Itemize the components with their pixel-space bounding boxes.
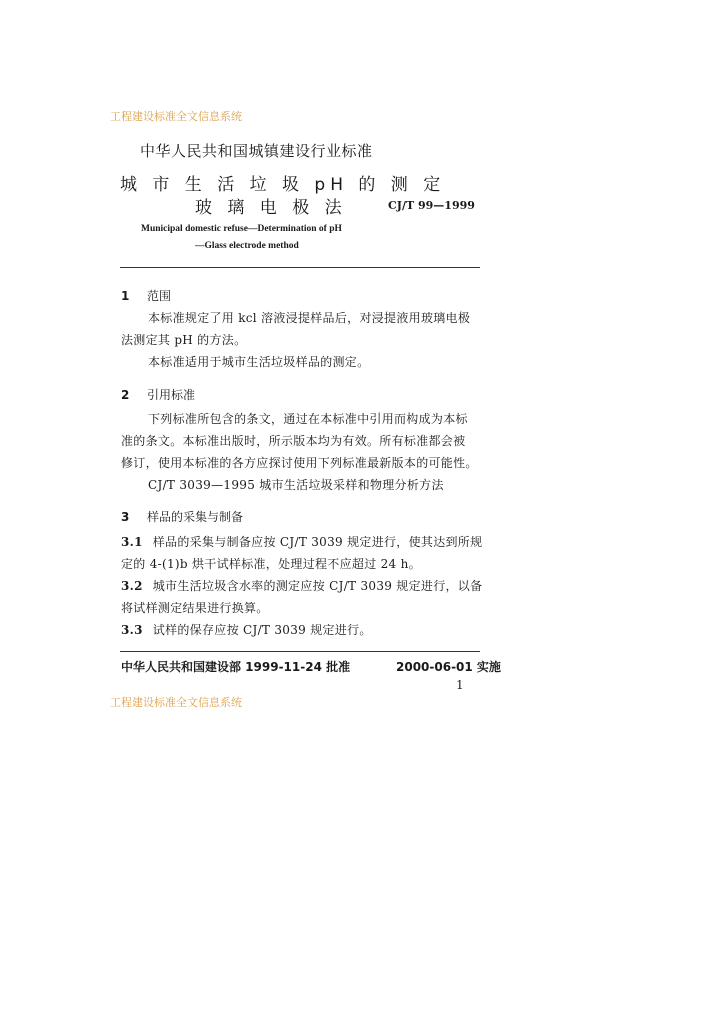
- section-title: 范围: [147, 289, 172, 303]
- approval-date: 中华人民共和国建设部 1999-11-24 批准: [121, 660, 351, 674]
- section-number: 1: [121, 289, 130, 303]
- clause-text: 城市生活垃圾含水率的测定应按 CJ/T 3039 规定进行，以备: [152, 579, 483, 593]
- english-title-line1: Municipal domestic refuse—Determination of pH: [141, 224, 342, 234]
- clause-number: 3.3: [121, 623, 143, 637]
- clause-text: 样品的采集与制备应按 CJ/T 3039 规定进行，使其达到所规: [152, 535, 483, 549]
- clause-number: 3.1: [121, 535, 143, 549]
- standard-title-line1: 城 市 生 活 垃 圾 pH 的 测 定: [120, 175, 446, 195]
- section-heading-2: [121, 386, 195, 403]
- header-divider: [120, 267, 480, 268]
- clause-3-1-line1: [121, 531, 482, 553]
- clause-3-1-line2: 定的 4-(1)b 烘干试样标准，处理过程不应超过 24 h。: [121, 557, 421, 571]
- clause-text: 试样的保存应按 CJ/T 3039 规定进行。: [152, 623, 372, 637]
- paragraph-line: 法测定其 pH 的方法。: [121, 333, 247, 347]
- paragraph-line: 本标准规定了用 kcl 溶液浸提样品后，对浸提液用玻璃电极: [148, 311, 471, 325]
- footer-divider: [120, 651, 480, 652]
- paragraph-line: 下列标准所包含的条文，通过在本标准中引用而构成为本标: [148, 412, 468, 426]
- issuing-organization: 中华人民共和国城镇建设行业标准: [140, 142, 373, 160]
- english-title-line2: —Glass electrode method: [195, 241, 299, 251]
- paragraph-line: 本标准适用于城市生活垃圾样品的测定。: [148, 355, 370, 369]
- standard-code: CJ/T 99—1999: [388, 199, 475, 212]
- watermark-bottom: 工程建设标准全文信息系统: [110, 696, 242, 709]
- paragraph-line: 修订，使用本标准的各方应探讨使用下列标准最新版本的可能性。: [121, 456, 478, 470]
- watermark-top: 工程建设标准全文信息系统: [110, 110, 242, 123]
- clause-3-3-line1: [121, 619, 372, 641]
- clause-3-2-line2: 将试样测定结果进行换算。: [121, 601, 269, 615]
- paragraph-line: 准的条文。本标准出版时，所示版本均为有效。所有标准都会被: [121, 434, 466, 448]
- section-heading-3: [121, 508, 243, 525]
- page-number: 1: [456, 678, 464, 692]
- section-title: 引用标准: [147, 388, 196, 402]
- section-number: 2: [121, 388, 130, 402]
- implementation-date: 2000-06-01 实施: [396, 660, 501, 674]
- section-heading-1: [121, 287, 171, 304]
- standard-title-line2: 玻 璃 电 极 法: [195, 198, 347, 218]
- section-number: 3: [121, 510, 130, 524]
- section-title: 样品的采集与制备: [147, 510, 244, 524]
- clause-number: 3.2: [121, 579, 143, 593]
- clause-3-2-line1: [121, 575, 482, 597]
- reference-standard: CJ/T 3039—1995 城市生活垃圾采样和物理分析方法: [148, 478, 444, 492]
